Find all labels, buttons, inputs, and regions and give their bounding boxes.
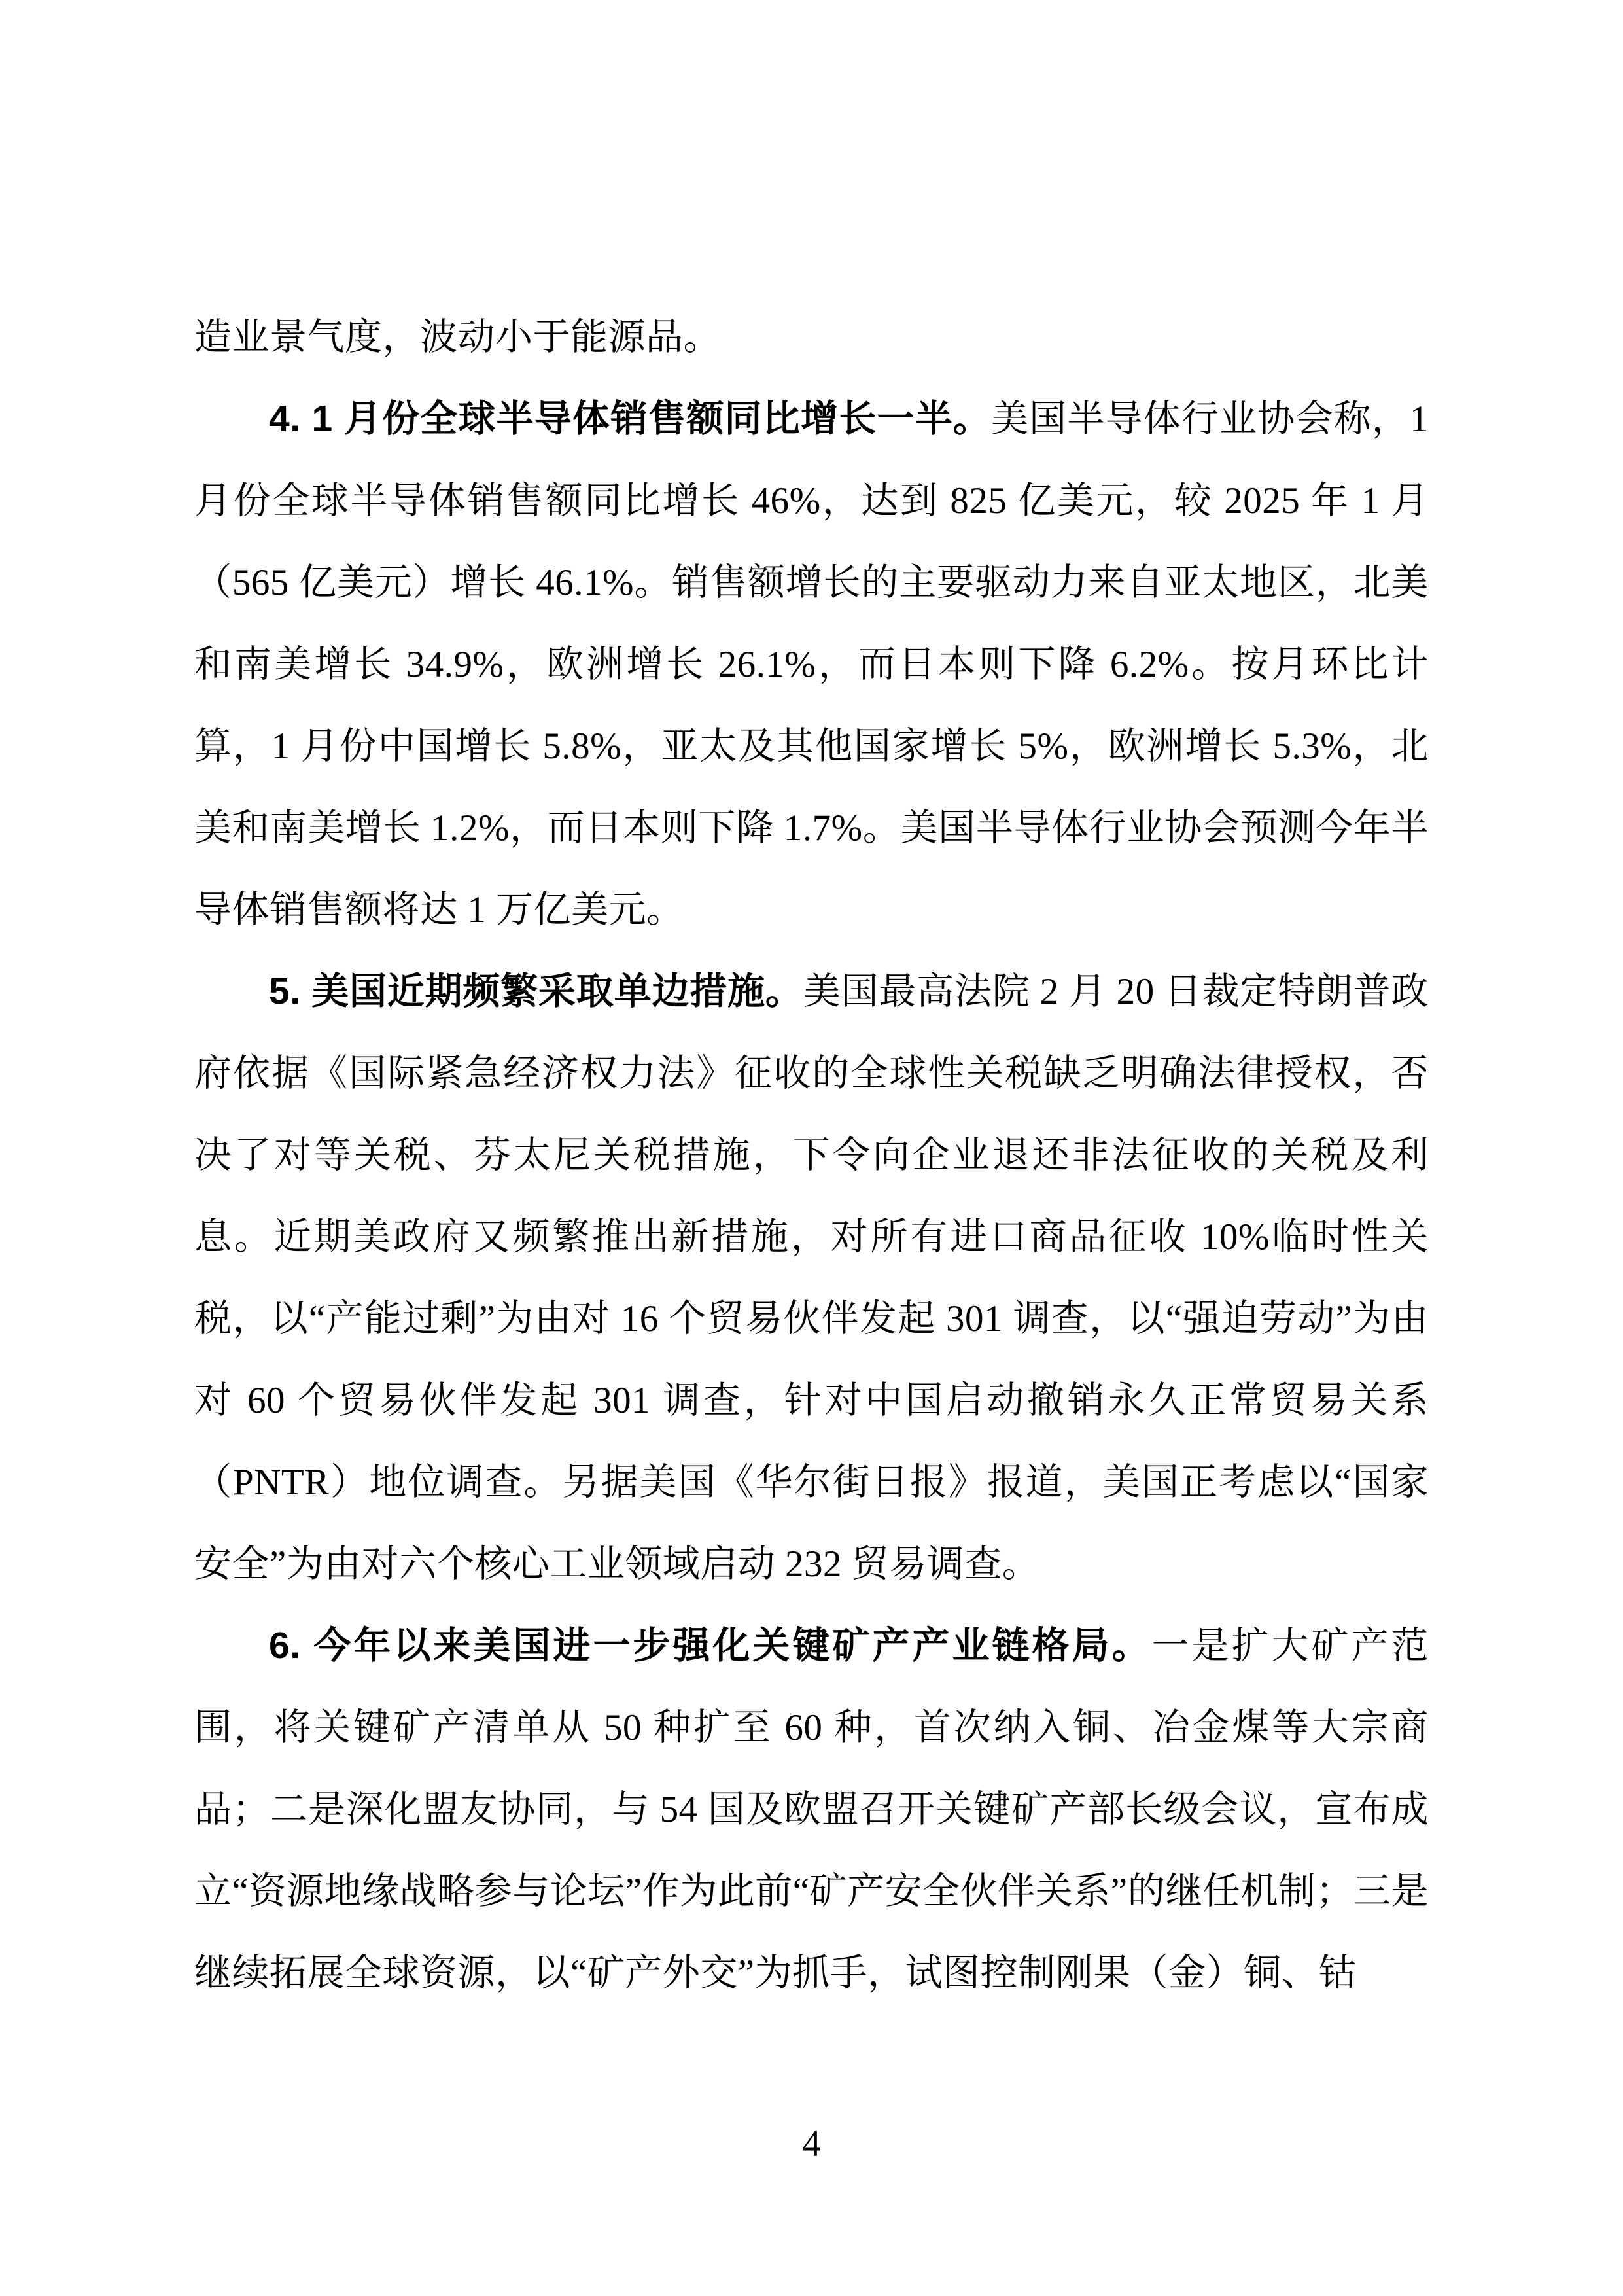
page-number: 4 <box>802 2123 821 2164</box>
paragraph-lead-bold: 6. 今年以来美国进一步强化关键矿产产业链格局。 <box>269 1625 1152 1667</box>
paragraph-body-text: 美国半导体行业协会称，1 月份全球半导体销售额同比增长 46%，达到 825 亿美元，较 2025 年 1 月（565 亿美元）增长 46.1%。销售额增长的主要驱动力来自亚太地区，北美和南美增长 34.9%，欧洲增长 26.1%，而日本则下降 6.2%。按月环比计算，1 月份中国增长 5.8%，亚太及其他国家增长 5%，欧洲增长 5.3%，北美和南美增长 1.2%，而日本则下降 1.7%。美国半导体行业协会预测今年半导体销售额将达 1 万亿美元。 <box>194 398 1429 930</box>
paragraph-item-4 <box>194 378 1429 951</box>
paragraph-item-5 <box>194 951 1429 1605</box>
paragraph-body-text: 造业景气度，波动小于能源品。 <box>194 317 721 358</box>
paragraph-body-text: 一是扩大矿产范围，将关键矿产清单从 50 种扩至 60 种，首次纳入铜、冶金煤等大宗商品；二是深化盟友协同，与 54 国及欧盟召开关键矿产部长级会议，宣布成立“资源地缘战略参与论坛”作为此前“矿产安全伙伴关系”的继任机制；三是继续拓展全球资源，以“矿产外交”为抓手，试图控制刚果（金）铜、钴 <box>194 1625 1429 1994</box>
paragraph-body-text: 美国最高法院 2 月 20 日裁定特朗普政府依据《国际紧急经济权力法》征收的全球性关税缺乏明确法律授权，否决了对等关税、芬太尼关税措施，下令向企业退还非法征收的关税及利息。近期美政府又频繁推出新措施，对所有进口商品征收 10%临时性关税，以“产能过剩”为由对 16 个贸易伙伴发起 301 调查，以“强迫劳动”为由对 60 个贸易伙伴发起 301 调查，针对中国启动撤销永久正常贸易关系（PNTR）地位调查。另据美国《华尔街日报》报道，美国正考虑以“国家安全”为由对六个核心工业领域启动 232 贸易调查。 <box>194 971 1429 1585</box>
document-body <box>194 296 1429 2014</box>
paragraph-lead-bold: 5. 美国近期频繁采取单边措施。 <box>269 970 803 1012</box>
paragraph-item-6 <box>194 1605 1429 2014</box>
page-footer <box>0 2121 1623 2167</box>
paragraph-continuation <box>194 296 1429 378</box>
paragraph-lead-bold: 4. 1 月份全球半导体销售额同比增长一半。 <box>269 398 991 440</box>
